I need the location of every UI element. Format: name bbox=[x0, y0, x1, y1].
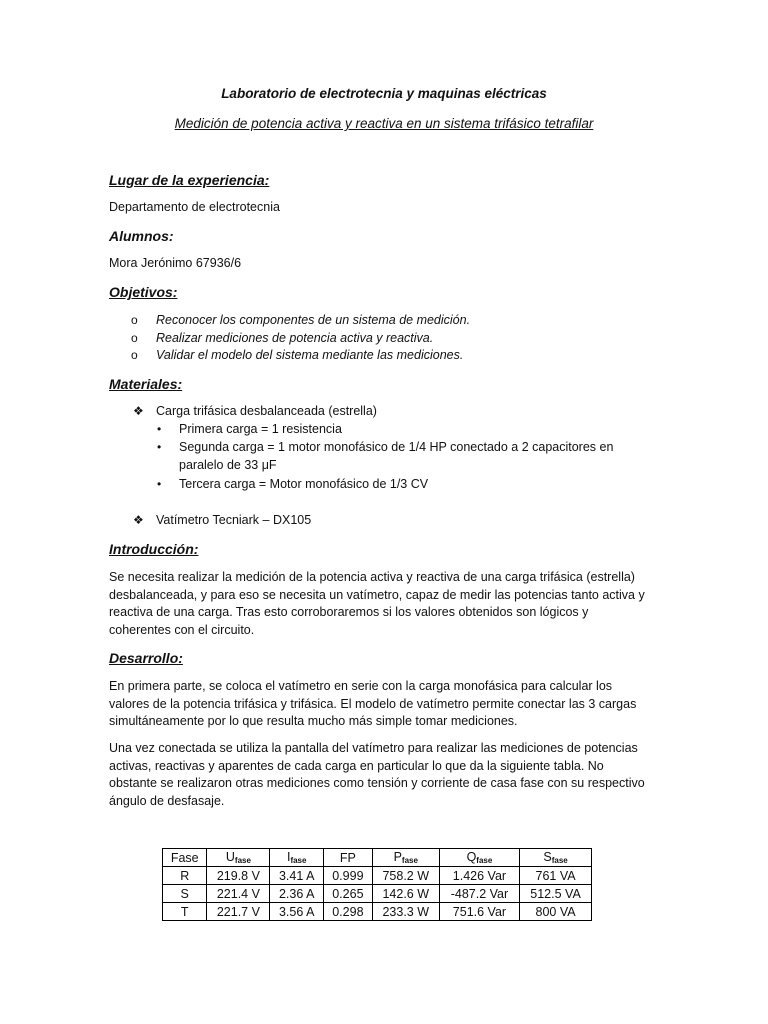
table-cell: 761 VA bbox=[520, 867, 592, 885]
table-cell: -487.2 Var bbox=[439, 885, 519, 903]
table-cell: 221.7 V bbox=[207, 903, 270, 921]
dot-bullet-icon: • bbox=[157, 477, 162, 491]
table-cell: 0.298 bbox=[324, 903, 373, 921]
table-cell: 1.426 Var bbox=[439, 867, 519, 885]
diamond-bullet-icon: ❖ bbox=[133, 404, 144, 418]
lugar-heading: Lugar de la experiencia: bbox=[109, 172, 270, 188]
table-cell: 0.999 bbox=[324, 867, 373, 885]
table-cell: 221.4 V bbox=[207, 885, 270, 903]
table-row bbox=[163, 885, 592, 903]
header-fase: Fase bbox=[163, 849, 207, 867]
objetivo-bullet: o bbox=[131, 331, 138, 345]
table-cell: 758.2 W bbox=[372, 867, 439, 885]
carga-sub-item: Tercera carga = Motor monofásico de 1/3 CV bbox=[179, 477, 429, 491]
table-cell: T bbox=[163, 903, 207, 921]
dot-bullet-icon: • bbox=[157, 440, 162, 454]
objetivo-item: Reconocer los componentes de un sistema de medición. bbox=[156, 313, 471, 327]
header-i: $I_{fase}$ bbox=[270, 849, 324, 867]
table-cell: 800 VA bbox=[520, 903, 592, 921]
table-cell: 142.6 W bbox=[372, 885, 439, 903]
carga-sub-item: Segunda carga = 1 motor monofásico de 1/4 HP conectado a 2 capacitores en bbox=[179, 440, 614, 454]
carga-sub-item-continuation: paralelo de 33 μF bbox=[179, 458, 277, 472]
objetivo-bullet: o bbox=[131, 313, 138, 327]
materiales-heading: Materiales: bbox=[109, 376, 183, 392]
header-fp: FP bbox=[324, 849, 373, 867]
objetivo-bullet: o bbox=[131, 348, 138, 362]
objetivo-item: Validar el modelo del sistema mediante las mediciones. bbox=[156, 348, 464, 362]
table-cell: 0.265 bbox=[324, 885, 373, 903]
document-subtitle: Medición de potencia activa y reactiva en un sistema trifásico tetrafilar bbox=[174, 116, 594, 131]
header-s: $S_{fase}$ bbox=[520, 849, 592, 867]
desarrollo-heading: Desarrollo: bbox=[109, 650, 183, 666]
vatimetro-item: Vatímetro Tecniark – DX105 bbox=[156, 513, 312, 527]
objetivo-item: Realizar mediciones de potencia activa y reactiva. bbox=[156, 331, 434, 345]
table-cell: 751.6 Var bbox=[439, 903, 519, 921]
introduccion-text: Se necesita realizar la medición de la potencia activa y reactiva de una carga trifásica (estrella) desbalanceada, y para eso se necesita un vatímetro, capaz de medir las potencias tanto activa y reactiva de una carga. Tras esto corroboraremos si los valores obtenidos son lógicos y coherentes con el circuito. bbox=[109, 570, 645, 637]
alumnos-text: Mora Jerónimo 67936/6 bbox=[109, 256, 242, 270]
dot-bullet-icon: • bbox=[157, 422, 162, 436]
header-u: $U_{fase}$ bbox=[207, 849, 270, 867]
header-q: $Q_{fase}$ bbox=[439, 849, 519, 867]
introduccion-heading: Introducción: bbox=[109, 541, 199, 557]
header-p: $P_{fase}$ bbox=[372, 849, 439, 867]
carga-sub-item: Primera carga = 1 resistencia bbox=[179, 422, 342, 436]
lugar-text: Departamento de electrotecnia bbox=[109, 200, 280, 214]
carga-item: Carga trifásica desbalanceada (estrella) bbox=[156, 404, 377, 418]
table-cell: R bbox=[163, 867, 207, 885]
desarrollo-paragraph-2: Una vez conectada se utiliza la pantalla del vatímetro para realizar las mediciones de potencias activas, reactivas y aparentes de cada carga en particular lo que da la siguiente tabla. No obstante se realizaron otras mediciones como tensión y corriente de casa fase con su respectivo ángulo de desfasaje. bbox=[109, 741, 645, 808]
table-header-row bbox=[163, 849, 592, 867]
table-cell: 233.3 W bbox=[372, 903, 439, 921]
table-cell: 2.36 A bbox=[270, 885, 324, 903]
table-cell: 512.5 VA bbox=[520, 885, 592, 903]
table-cell: 3.41 A bbox=[270, 867, 324, 885]
objetivos-heading: Objetivos: bbox=[109, 284, 178, 300]
table-row bbox=[163, 903, 592, 921]
desarrollo-paragraph-1: En primera parte, se coloca el vatímetro en serie con la carga monofásica para calcular los valores de la potencia trifásica y trifásica. El modelo de vatímetro permite conectar las 3 cargas simultáneamente por lo que resulta mucho más simple tomar mediciones. bbox=[109, 679, 637, 729]
table-row bbox=[163, 867, 592, 885]
table-cell: S bbox=[163, 885, 207, 903]
measurements-table bbox=[162, 848, 592, 921]
alumnos-heading: Alumnos: bbox=[109, 228, 174, 244]
table-cell: 3.56 A bbox=[270, 903, 324, 921]
table-cell: 219.8 V bbox=[207, 867, 270, 885]
diamond-bullet-icon: ❖ bbox=[133, 513, 144, 527]
document-title: Laboratorio de electrotecnia y maquinas eléctricas bbox=[221, 86, 547, 101]
